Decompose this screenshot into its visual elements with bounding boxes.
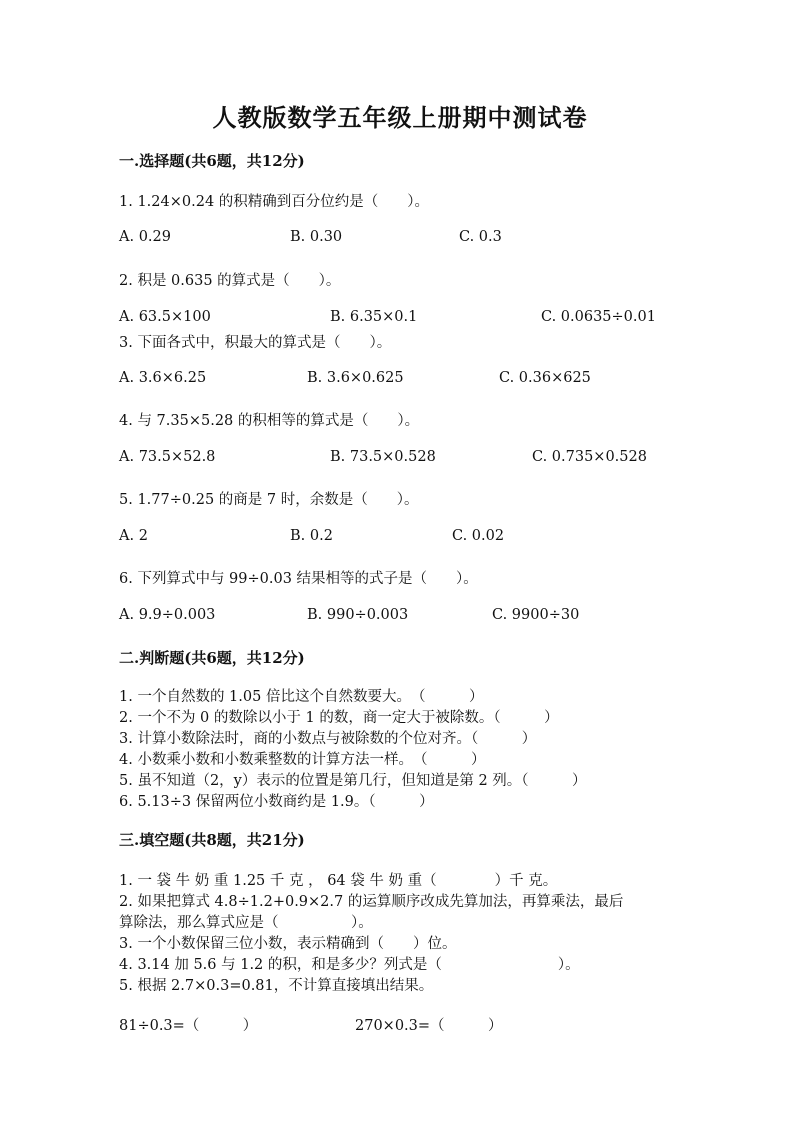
option-1-1-a: A. 0.29 (119, 229, 171, 245)
question-1-3: 3. 下面各式中，积最大的算式是（ ）。 (119, 335, 392, 351)
option-1-5-a: A. 2 (119, 528, 148, 544)
fill-question-4: 4. 3.14 加 5.6 与 1.2 的积，和是多少？列式是（ ）。 (119, 957, 580, 973)
question-1-6: 6. 下列算式中与 99÷0.03 结果相等的式子是（ ）。 (119, 571, 478, 587)
fill-question-1: 1. 一 袋 牛 奶 重 1.25 千 克 ， 64 袋 牛 奶 重（ ）千 克。 (119, 873, 558, 889)
fill-question-3: 3. 一个小数保留三位小数，表示精确到（ ）位。 (119, 936, 457, 952)
option-1-1-b: B. 0.30 (290, 229, 343, 245)
page-title: 人教版数学五年级上册期中测试卷 (212, 103, 588, 132)
option-1-2-c: C. 0.0635÷0.01 (541, 309, 656, 325)
option-1-3-c: C. 0.36×625 (499, 370, 591, 386)
option-1-6-a: A. 9.9÷0.003 (119, 607, 216, 623)
judge-question-4: 4. 小数乘小数和小数乘整数的计算方法一样。 （ ） (119, 752, 486, 768)
option-1-4-a: A. 73.5×52.8 (119, 449, 216, 465)
option-1-2-a: A. 63.5×100 (119, 309, 211, 325)
judge-question-1: 1. 一个自然数的 1.05 倍比这个自然数要大。 （ ） (119, 689, 484, 705)
fill-question-2: 2. 如果把算式 4.8÷1.2+0.9×2.7 的运算顺序改成先算加法，再算乘法，最后 (119, 894, 624, 910)
question-1-4: 4. 与 7.35×5.28 的积相等的算式是（ ）。 (119, 413, 420, 429)
fill-blank-2: 270×0.3=（ ） (355, 1018, 503, 1034)
question-1-5: 5. 1.77÷0.25 的商是 7 时，余数是（ ）。 (119, 492, 419, 508)
option-1-4-c: C. 0.735×0.528 (532, 449, 647, 465)
option-1-6-c: C. 9900÷30 (492, 607, 580, 623)
fill-blank-1: 81÷0.3=（ ） (119, 1018, 258, 1034)
option-1-2-b: B. 6.35×0.1 (330, 309, 418, 325)
option-1-4-b: B. 73.5×0.528 (330, 449, 436, 465)
option-1-3-b: B. 3.6×0.625 (307, 370, 404, 386)
section-3-heading: 三.填空题(共8题，共21分) (119, 831, 305, 849)
option-1-1-c: C. 0.3 (459, 229, 502, 245)
section-2-heading: 二.判断题(共6题，共12分) (119, 649, 305, 667)
fill-question-2-cont: 算除法，那么算式应是（ ）。 (119, 915, 373, 931)
judge-question-2: 2. 一个不为 0 的数除以小于 1 的数，商一定大于被除数。（ ） (119, 710, 559, 726)
section-1-heading: 一.选择题(共6题，共12分) (119, 152, 305, 170)
option-1-5-c: C. 0.02 (452, 528, 505, 544)
judge-question-6: 6. 5.13÷3 保留两位小数商约是 1.9。（ ） (119, 794, 434, 810)
question-1-1: 1. 1.24×0.24 的积精确到百分位约是（ ）。 (119, 194, 430, 210)
judge-question-5: 5. 虽不知道（2，y）表示的位置是第几行，但知道是第 2 列。（ ） (119, 773, 587, 789)
judge-question-3: 3. 计算小数除法时，商的小数点与被除数的个位对齐。（ ） (119, 731, 537, 747)
fill-question-5: 5. 根据 2.7×0.3=0.81，不计算直接填出结果。 (119, 978, 434, 994)
option-1-6-b: B. 990÷0.003 (307, 607, 409, 623)
question-1-2: 2. 积是 0.635 的算式是（ ）。 (119, 273, 341, 289)
option-1-5-b: B. 0.2 (290, 528, 333, 544)
option-1-3-a: A. 3.6×6.25 (119, 370, 207, 386)
